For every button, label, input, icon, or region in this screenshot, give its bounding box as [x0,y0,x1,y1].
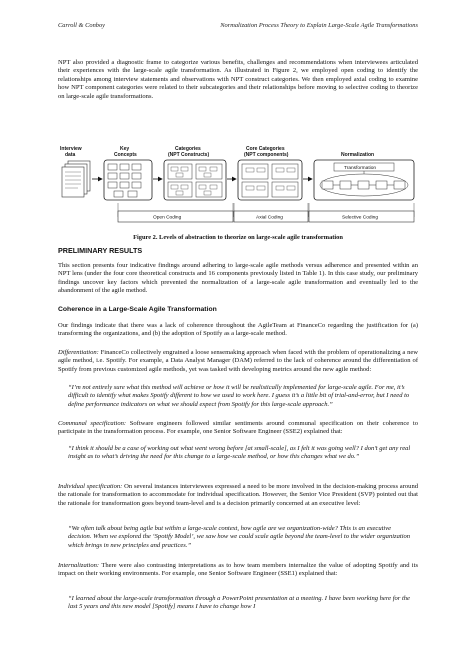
individual-paragraph [58,483,418,508]
differentiation-paragraph [58,349,418,374]
label-transformation: Transformation [344,166,377,171]
interview-data-stack [62,161,90,197]
differentiation-text: FinanceCo collectively engrained a loose sensemaking approach when faced with the problem of operationalizing a new agile method, i.e. Spotify. For example, a Data Analyst Manager (DAM) referred to the lack of coherence around the differentiation of Spotify from previous customized agile methods, yet was tasked with developing metrics around the new agile method: [58,349,418,373]
coding-stages [118,203,414,222]
communal-text: Software engineers followed similar sentiments around communal specification on their coherence to participate in the transformation process. For example, one Senior Software Engineer (SSE2) explained that: [58,420,418,436]
open-coding-label: Open Coding [153,215,182,221]
communal-paragraph [58,420,418,437]
label-categories: Categories [175,146,201,152]
communal-lead: Communal specification: [58,420,127,427]
label-interview: Interview [60,146,82,152]
label-npt-constructs: (NPT Constructs) [168,152,210,158]
key-concepts-box [104,160,152,200]
label-normalization: Normalization [341,152,375,158]
internalization-text: There were also contrasting interpretations as to how team members internalize the value of adopting Spotify and its impact on their working environments. For example, one Senior Software Engineer (SSE1) explained that: [58,562,418,578]
axial-coding-label: Axial Coding [256,215,283,221]
categories-box [164,160,226,200]
subsection-intro: Our findings indicate that there was a lack of coherence throughout the AgileTeam at FinanceCo regarding the justification for (a) transforming the organizations, and (b) the adoption of Spotify as a large-scale method. [58,322,418,338]
differentiation-lead: Differentiation: [58,349,99,356]
header-running-title: Normalization Process Theory to Explain Large-Scale Agile Transformations [220,22,418,29]
abstraction-diagram [58,145,418,227]
intro-paragraph: NPT also provided a diagnostic frame to categorize various benefits, challenges and recommendations when interviewees articulated their experiences with the large-scale agile transformation. As illustrated in Figure 2, we employed open coding to identify the relationships among interview statements and observations with NPT construct categories. We then employed axial coding to examine how NPT component categories were related to their subcategories and their relationships before moving to selective coding to theorize on large-scale agile transformations. [58,59,418,100]
label-data: data [65,152,76,158]
individual-lead: Individual specification: [58,483,123,490]
header-authors: Carroll & Conboy [58,22,105,29]
individual-text: On several instances interviewees expressed a need to be more involved in the decision-making process around the rationale for transformation to accommodate for individual specification. However, the Senior Vice President (SVP) pointed out that the rationale for transformation goes beyond team-level and is a decision primarily concerned at an executive level: [58,483,418,507]
figure-2 [58,145,418,227]
individual-quote: “We often talk about being agile but within a large-scale context, how agile are we organization-wide? This is an executive decision. When we explored the ‘Spotify Model’, we saw how we could scale agile beyond the team-level to the wider organization which brings in new principles and practices.” [68,525,411,549]
subsection-heading: Coherence in a Large-Scale Agile Transformation [58,306,217,313]
selective-coding-label: Selective Coding [342,215,378,221]
internalization-quote: “I learned about the large-scale transformation through a PowerPoint presentation at a meeting. I have been working here for the last 5 years and this new model [Spotify] means I have to change how I [68,595,410,611]
figure-caption: Figure 2. Levels of abstraction to theorize on large-scale agile transformation [133,234,343,241]
label-npt-components: (NPT components) [244,152,289,158]
section-heading: PRELIMINARY RESULTS [58,246,143,255]
communal-quote: “I think it should be a case of working out what went wrong before [at small-scale], as I felt it was going well? I don’t get any real insight as to what’s driving the need for this change to a large-scale method, or how this changes what we do.” [68,445,411,461]
internalization-lead: Internalization: [58,562,100,569]
label-concepts: Concepts [114,152,137,158]
label-key: Key [120,146,130,152]
label-core-categories: Core Categories [246,146,285,152]
section-paragraph: This section presents four indicative findings around adhering to large-scale agile methods versus adherence and presented within an NPT lens (under the four core theoretical constructs and 16 components previously listed in Table 1). In this case study, our preliminary findings uncover key factors which prevented the normalization of a large-scale agile transformation and eventually led to the abandonment of the agile method. [58,262,418,295]
core-categories-box [238,160,302,200]
internalization-paragraph [58,562,418,579]
differentiation-quote: “I’m not entirely sure what this method will achieve or how it will be realistically implemented for large-scale agile. For me, it’s difficult to identify what makes Spotify different to how we used to work here. I guess it’s a little bit of trial-and-error, but I need to define performance indicators on what we should expect from Spotify for this large-scale approach.” [68,384,410,408]
